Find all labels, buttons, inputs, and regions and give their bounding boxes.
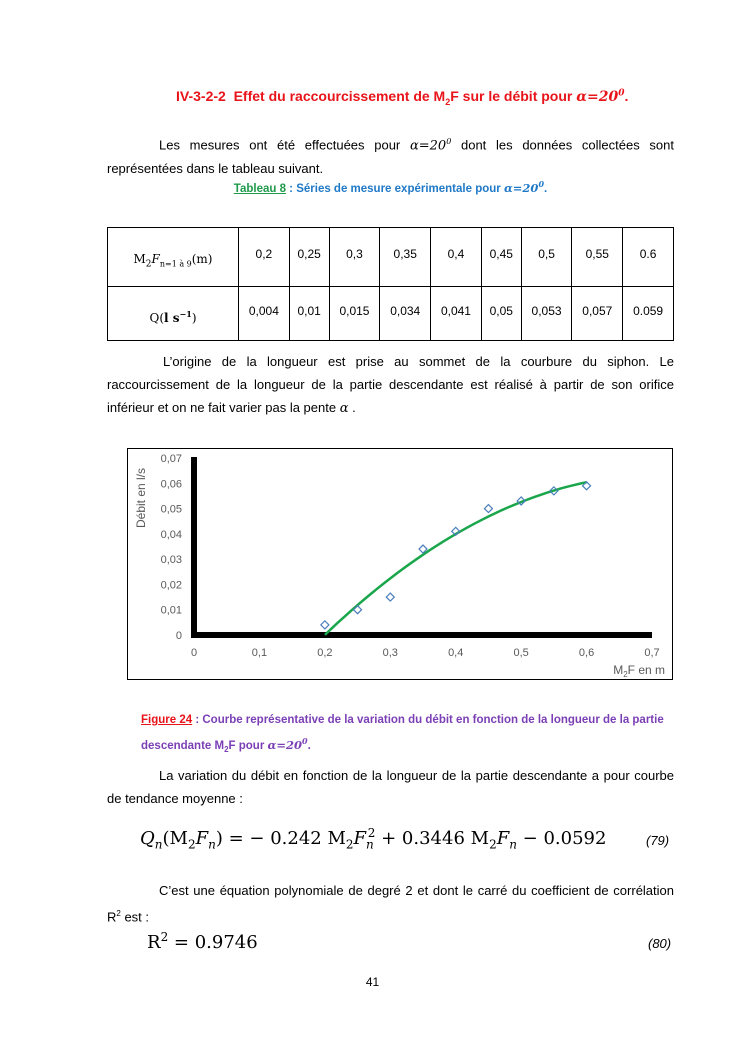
intro-paragraph: Les mesures ont été effectuées pour $\alpha=20^0$ dont les données collectées sont représentées dans le tableau suivant. bbox=[107, 137, 674, 177]
table-row-flows bbox=[108, 287, 674, 341]
table-cell: 0.059 bbox=[623, 287, 674, 341]
section-number: IV-3-2-2 bbox=[176, 88, 226, 104]
table-cell: 0,041 bbox=[431, 287, 482, 341]
y-tick-label: 0,07 bbox=[160, 453, 182, 465]
y-axis-label: Débit en l/s bbox=[134, 467, 148, 529]
table-cell: 0,034 bbox=[380, 287, 431, 341]
trend-paragraph: La variation du débit en fonction de la longueur de la partie descendante a pour courbe de tendance moyenne : bbox=[107, 768, 674, 806]
trendline bbox=[325, 482, 587, 635]
flow-vs-length-chart bbox=[128, 449, 672, 679]
table-cell: 0,015 bbox=[329, 287, 380, 341]
table-caption: Tableau 8 : Séries de mesure expérimentale pour $\alpha=20^0$. bbox=[233, 179, 548, 195]
table-row-lengths bbox=[108, 228, 674, 287]
section-heading bbox=[176, 88, 628, 107]
data-point bbox=[321, 621, 329, 629]
table-cell: 0,35 bbox=[380, 228, 431, 287]
table-cell: 0,057 bbox=[572, 287, 623, 341]
data-point bbox=[484, 505, 492, 513]
origin-paragraph: L’origine de la longueur est prise au sommet de la courbure du siphon. Le raccourcissement de la longueur de la partie descendante est réalisé à partir de son orifice inférieur et on ne fait varier pas la pente α . bbox=[107, 354, 674, 416]
header-length: $M_2F_{n=1 à 9}(m)$ bbox=[108, 228, 239, 287]
table-cell: 0,45 bbox=[481, 228, 521, 287]
x-tick-label: 0,6 bbox=[578, 647, 595, 659]
chart-frame bbox=[127, 448, 673, 680]
table-cell: 0,2 bbox=[239, 228, 290, 287]
header-flow: Q(l $s^{-1}$) bbox=[108, 287, 239, 341]
figure-caption: Figure 24 : Courbe représentative de la variation du débit en fonction de la longueur de la partie descendante $M_2F$ pour $\alpha=20^0$. bbox=[141, 714, 664, 755]
table-cell: 0,01 bbox=[289, 287, 329, 341]
x-tick-label: 0,1 bbox=[251, 647, 268, 659]
degree-paragraph: C’est une équation polynomiale de degré 2 et dont le carré du coefficient de corrélation $R^2$ est : bbox=[107, 883, 674, 925]
equation-80: $R^2 = 0.9746$ bbox=[147, 930, 258, 953]
y-tick-label: 0,04 bbox=[160, 528, 182, 541]
table-cell: 0.6 bbox=[623, 228, 674, 287]
x-tick-label: 0,2 bbox=[317, 647, 333, 659]
y-tick-label: 0,05 bbox=[160, 503, 182, 516]
table-cell: 0,05 bbox=[481, 287, 521, 341]
table-cell: 0,3 bbox=[329, 228, 380, 287]
table-cell: 0,4 bbox=[431, 228, 482, 287]
data-point bbox=[386, 593, 394, 601]
table-cell: 0,004 bbox=[239, 287, 290, 341]
y-tick-label: 0 bbox=[175, 630, 182, 642]
y-tick-label: 0,02 bbox=[160, 579, 182, 592]
figure-label: Figure 24 bbox=[141, 714, 193, 726]
table-cell: 0,25 bbox=[289, 228, 329, 287]
page-number: 41 bbox=[365, 975, 380, 989]
measurement-table bbox=[107, 227, 674, 341]
equation-79: $Q_n(M_2F_n)$ = − 0.242 $M_2F_n^2 + 0.3446$ $M_2F_n - 0.0592$ bbox=[140, 826, 607, 852]
x-tick-label: 0 bbox=[190, 647, 198, 659]
y-tick-label: 0,01 bbox=[160, 604, 182, 617]
section-title: Effet du raccourcissement de $M_2F$ sur le débit pour $\alpha=20^0$. bbox=[233, 88, 629, 107]
y-tick-label: 0,03 bbox=[160, 554, 182, 567]
table-cell: 0,55 bbox=[572, 228, 623, 287]
x-tick-label: 0,3 bbox=[382, 647, 398, 659]
table-cell: 0,053 bbox=[521, 287, 572, 341]
x-tick-label: 0,5 bbox=[513, 647, 529, 659]
table-label: Tableau 8 bbox=[233, 182, 286, 195]
table-cell: 0,5 bbox=[521, 228, 572, 287]
x-tick-label: 0,4 bbox=[448, 647, 464, 659]
x-tick-label: 0,7 bbox=[644, 647, 660, 659]
equation-number-80: (80) bbox=[648, 936, 672, 951]
y-tick-label: 0,06 bbox=[160, 478, 182, 491]
equation-number-79: (79) bbox=[646, 833, 670, 848]
x-axis-label: $M_2F$ en m bbox=[613, 663, 665, 679]
